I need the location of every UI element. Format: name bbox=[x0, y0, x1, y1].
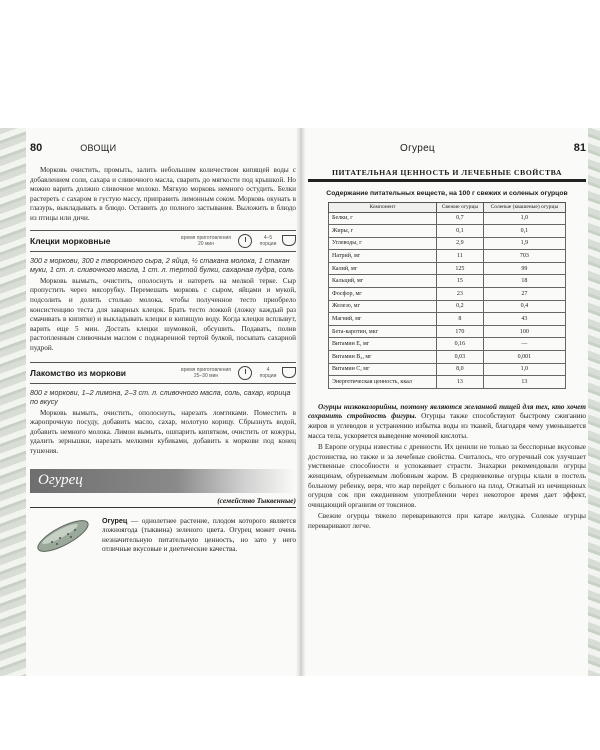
prep-time: время приготовления 25–30 мин bbox=[181, 366, 231, 379]
component-cell: Фосфор, мг bbox=[329, 288, 437, 301]
ingredients: 800 г моркови, 1–2 лимона, 2–3 ст. л. сливочного масла, соль, сахар, корица по вкусу bbox=[30, 387, 291, 407]
ingredients: 300 г моркови, 300 г творожного сыра, 2 яйца, ½ стакана молока, 1 стакан муки, 1 ст. л. сливочного масла, 1 ст. л. тертой булки, сахарная пудра, соль bbox=[30, 255, 294, 275]
running-head-right bbox=[308, 140, 586, 156]
component-cell: Железо, мг bbox=[329, 300, 437, 313]
cucumber-entry bbox=[30, 516, 296, 556]
intro-paragraph: Морковь очистить, промыть, залить небольшим количеством кипящей воды с добавлением соли, сахара и сливочного масла, сварить до мягкости под крышкой. Но можно варить должно сливочное молоко. Мягкую морковь немного остудить. Белки растереть с сахаром в густую массу, приправить лимонным соком. Морковь окунать в глазурь, выкладывать в блюдо. Оставить до полного застывания. Выложить в блюдо из птицы или дичи. bbox=[30, 166, 296, 222]
clock-icon bbox=[238, 234, 252, 248]
table-row bbox=[329, 363, 566, 376]
fresh-value-cell: 0,16 bbox=[437, 338, 484, 351]
recipe-header bbox=[30, 230, 296, 252]
cucumber-banner bbox=[30, 469, 296, 493]
paragraph-history: В Европе огурцы известны с древности. Их ценили не только за бесспорные вкусовые достоинства, но также и за лечебные свойства. Считалось, что огуречный сок улучшает умственные способности и успокаивает страсти. Знахарки рекомендовали огурцы женщинам, обуреваемым любовным жаром. В средневековье огурцы клали в постель больному ребенку, веря, что жар перейдет с больного на плод. Отжатый из нечищенных огурцов сок при ежедневном употреблении через некоторое время дает эффект, очищающий организм от токсинов. bbox=[308, 443, 586, 509]
pickled-value-cell: 18 bbox=[483, 275, 565, 288]
decorative-leaf-border-right bbox=[588, 128, 600, 676]
component-cell: Энергетическая ценность, ккал bbox=[329, 376, 437, 389]
component-cell: Кальций, мг bbox=[329, 275, 437, 288]
page-number: 80 bbox=[30, 142, 43, 154]
fresh-value-cell: 170 bbox=[437, 325, 484, 338]
component-cell: Витамин В₂, мг bbox=[329, 351, 437, 364]
component-cell: Белки, г bbox=[329, 212, 437, 225]
prep-time: время приготовления 20 мин bbox=[181, 234, 231, 247]
fresh-value-cell: 15 bbox=[437, 275, 484, 288]
component-cell: Калий, мг bbox=[329, 262, 437, 275]
pot-icon bbox=[282, 367, 296, 378]
pickled-value-cell: 1,9 bbox=[483, 237, 565, 250]
table-row bbox=[329, 275, 566, 288]
table-row bbox=[329, 262, 566, 275]
component-cell: Бета-каротин, мкг bbox=[329, 325, 437, 338]
fresh-value-cell: 0,7 bbox=[437, 212, 484, 225]
fresh-value-cell: 2,9 bbox=[437, 237, 484, 250]
nutrition-table bbox=[328, 202, 566, 389]
fresh-value-cell: 8 bbox=[437, 313, 484, 326]
table-row bbox=[329, 288, 566, 301]
fresh-value-cell: 13 bbox=[437, 376, 484, 389]
section-title: Огурец bbox=[400, 142, 435, 154]
pickled-value-cell: 0,4 bbox=[483, 300, 565, 313]
table-row bbox=[329, 250, 566, 263]
table-row bbox=[329, 325, 566, 338]
pickled-value-cell: 1,0 bbox=[483, 212, 565, 225]
column-header: Компонент bbox=[329, 203, 437, 213]
component-cell: Витамин Е, мг bbox=[329, 338, 437, 351]
cucumber-description: Огурец — однолетнее растение, плодом которого является ложноягода (тыквина) зеленого цвета. Огурец может очень незначительную питательную ценность, но зато у него отличные вкусовые и диетические качества. bbox=[102, 515, 296, 554]
paragraph-digestion: Свежие огурцы тяжело перевариваются при катаре желудка. Соленые огурцы переваривают легче. bbox=[308, 512, 586, 530]
table-row bbox=[329, 300, 566, 313]
recipe-method: Морковь вымыть, очистить, ополоснуть, нарезать ломтиками. Поместить в жаропрочную посуду, добавить масло, сахар, молотую корицу. Сбрызнуть водой, добавить немного молока. Лимон вымыть, ошпарить кипятком, очистить от кожуры, удалить зернышки, нарезать мелкими кубиками, добавить к моркови под конец тушения. bbox=[30, 408, 296, 456]
servings: 4 порции bbox=[259, 366, 277, 379]
recipe-title: Клецки морковные bbox=[30, 235, 111, 246]
component-cell: Углеводы, г bbox=[329, 237, 437, 250]
pickled-value-cell: 43 bbox=[483, 313, 565, 326]
fresh-value-cell: 125 bbox=[437, 262, 484, 275]
table-row bbox=[329, 338, 566, 351]
column-header: Свежие огурцы bbox=[437, 203, 484, 213]
decorative-leaf-border-left bbox=[0, 128, 26, 676]
table-row bbox=[329, 313, 566, 326]
pickled-value-cell: 13 bbox=[483, 376, 565, 389]
section-title: ОВОЩИ bbox=[80, 143, 117, 153]
fresh-value-cell: 11 bbox=[437, 250, 484, 263]
plant-family: (семейство Тыквенные) bbox=[30, 493, 296, 508]
clock-icon bbox=[238, 366, 252, 380]
pickled-value-cell: 1,0 bbox=[483, 363, 565, 376]
heading-rule bbox=[308, 179, 586, 182]
running-head-left bbox=[30, 140, 296, 156]
section-heading: ПИТАТЕЛЬНАЯ ЦЕННОСТЬ И ЛЕЧЕБНЫЕ СВОЙСТВА bbox=[331, 168, 563, 177]
pickled-value-cell: 99 bbox=[483, 262, 565, 275]
table-row bbox=[329, 212, 566, 225]
pickled-value-cell: 0,1 bbox=[483, 225, 565, 238]
table-row bbox=[329, 351, 566, 364]
pickled-value-cell: 27 bbox=[483, 288, 565, 301]
fresh-value-cell: 23 bbox=[437, 288, 484, 301]
table-row bbox=[329, 225, 566, 238]
right-page bbox=[308, 140, 586, 670]
book-gutter bbox=[296, 128, 306, 676]
cucumber-icon bbox=[30, 516, 96, 556]
component-cell: Магний, мг bbox=[329, 313, 437, 326]
left-page bbox=[30, 140, 296, 670]
pickled-value-cell: 100 bbox=[483, 325, 565, 338]
servings: 4–5 порции bbox=[259, 234, 277, 247]
table-caption: Содержание питательных веществ, на 100 г свежих и соленых огурцов bbox=[326, 190, 568, 197]
recipe-title: Лакомство из моркови bbox=[30, 367, 127, 378]
component-cell: Натрий, мг bbox=[329, 250, 437, 263]
paragraph-low-calorie: Огурцы низкокалорийны, поэтому являются желанной пищей для тех, кто хочет сохранить стройность фигуры. Огурцы также способствуют быстрому сжиганию жиров и углеводов и устранению избытка воды из тканей, благодаря чему уменьшается масса тела, ускоряется выведение мочевой кислоты. bbox=[308, 402, 586, 440]
pot-icon bbox=[282, 235, 296, 246]
component-cell: Жиры, г bbox=[329, 225, 437, 238]
fresh-value-cell: 0,03 bbox=[437, 351, 484, 364]
recipe-method: Морковь вымыть, очистить, ополоснуть и натереть на мелкой терке. Сыр пропустить через мясорубку. Перемешать морковь с сыром, яйцами и мукой, подсолить и долить столько молока, чтобы полученное тесто приобрело консистенцию теста для заварных клецок. Брать тесто ложкой (ложку каждый раз смачивать в кипятке) и выкладывать клецки в кипящую воду. Когда клецки всплывут, варить еще 5 мин. Достать клецки шумовкой, обсушить. Подавать, полив растопленным сливочным маслом с поджаренной тертой булкой, посыпать сахарной пудрой. bbox=[30, 276, 296, 352]
recipe-header bbox=[30, 362, 296, 384]
table-row bbox=[329, 237, 566, 250]
component-cell: Витамин С, мг bbox=[329, 363, 437, 376]
fresh-value-cell: 8,0 bbox=[437, 363, 484, 376]
page-number: 81 bbox=[573, 142, 586, 154]
table-header-row bbox=[329, 203, 566, 213]
table-row bbox=[329, 376, 566, 389]
pickled-value-cell: 0,001 bbox=[483, 351, 565, 364]
banner-title: Огурец bbox=[38, 472, 83, 489]
pickled-value-cell: — bbox=[483, 338, 565, 351]
fresh-value-cell: 0,1 bbox=[437, 225, 484, 238]
pickled-value-cell: 703 bbox=[483, 250, 565, 263]
fresh-value-cell: 0,2 bbox=[437, 300, 484, 313]
column-header: Соленые (квашеные) огурцы bbox=[483, 203, 565, 213]
